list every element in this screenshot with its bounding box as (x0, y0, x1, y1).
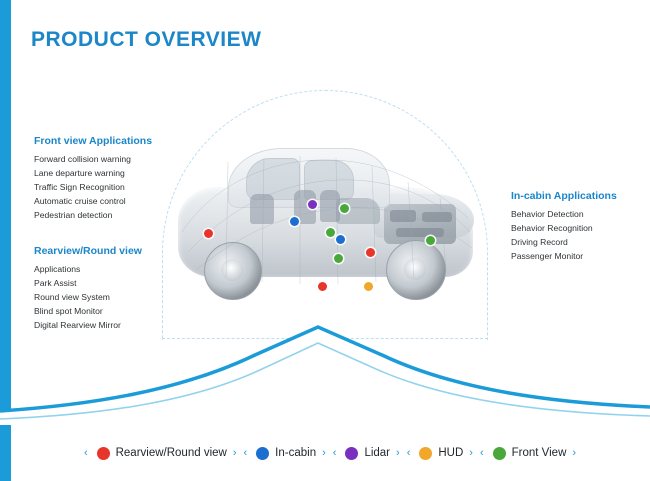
chevron-right-icon: › (232, 447, 238, 459)
legend-dot-front-view-icon (493, 447, 506, 460)
rearview-item: Blind spot Monitor (34, 306, 103, 316)
legend-bar (11, 425, 650, 481)
rearview-sensor-side (366, 248, 375, 257)
legend-item-front-view[interactable] (493, 447, 567, 460)
front-view-sensor-headlight (426, 236, 435, 245)
rearview-item: Digital Rearview Mirror (34, 320, 121, 330)
legend-item-lidar[interactable] (345, 447, 390, 460)
chevron-right-icon: › (469, 447, 474, 459)
chevron-left-icon: ‹ (332, 447, 338, 459)
legend-item-rearview[interactable] (97, 447, 227, 460)
in-cabin-sensor-dash (290, 217, 299, 226)
chevron-left-icon: ‹ (406, 447, 412, 459)
legend-label-in-cabin: In-cabin (275, 447, 317, 459)
front-view-sensor-mirror (326, 228, 335, 237)
in-cabin-item: Driving Record (511, 237, 568, 247)
chevron-right-icon: › (572, 447, 578, 459)
chevron-left-icon: ‹ (479, 447, 485, 459)
legend-label-front-view: Front View (511, 447, 567, 459)
legend-item-in-cabin[interactable] (256, 447, 316, 460)
in-cabin-sensor-roof (336, 235, 345, 244)
front-view-item: Lane departure warning (34, 168, 125, 178)
legend-dot-hud-icon (419, 447, 432, 460)
front-view-sensor-front-grille (334, 254, 343, 263)
front-view-item: Forward collision warning (34, 154, 131, 164)
rearview-sensor-rear-door (318, 282, 327, 291)
front-view-item: Pedestrian detection (34, 210, 113, 220)
front-view-applications-block (34, 135, 152, 222)
front-view-heading: Front view Applications (34, 135, 153, 147)
in-cabin-applications-block (511, 190, 617, 263)
legend-item-hud[interactable] (419, 447, 463, 460)
legend-dot-rearview-icon (97, 447, 110, 460)
decorative-wave (0, 315, 650, 425)
rearview-item: Applications (34, 264, 81, 274)
rearview-heading: Rearview/Round view (34, 245, 142, 257)
chevron-left-icon: ‹ (243, 447, 249, 459)
front-view-sensor-windshield (340, 204, 349, 213)
chevron-right-icon: › (396, 447, 401, 459)
legend-dot-lidar-icon (345, 447, 358, 460)
car-diagram (150, 80, 500, 355)
front-view-item: Traffic Sign Recognition (34, 182, 125, 192)
car-illustration (168, 132, 486, 322)
legend-dot-in-cabin-icon (256, 447, 269, 460)
legend-label-rearview: Rearview/Round view (115, 447, 227, 459)
front-view-item: Automatic cruise control (34, 196, 126, 206)
legend-label-hud: HUD (438, 447, 464, 459)
hud-sensor-dashboard (364, 282, 373, 291)
rearview-item: Round view System (34, 292, 110, 302)
lidar-sensor-roof (308, 200, 317, 209)
in-cabin-heading: In-cabin Applications (511, 190, 617, 202)
car-wireframe-mesh (168, 132, 486, 322)
legend-label-lidar: Lidar (364, 447, 391, 459)
in-cabin-item: Behavior Recognition (511, 223, 593, 233)
rearview-item: Park Assist (34, 278, 77, 288)
chevron-right-icon: › (322, 447, 327, 459)
chevron-left-icon: ‹ (83, 447, 89, 459)
rearview-sensor-rear-bumper (204, 229, 213, 238)
in-cabin-item: Passenger Monitor (511, 251, 584, 261)
in-cabin-item: Behavior Detection (511, 209, 584, 219)
page-title: PRODUCT OVERVIEW (31, 28, 262, 51)
